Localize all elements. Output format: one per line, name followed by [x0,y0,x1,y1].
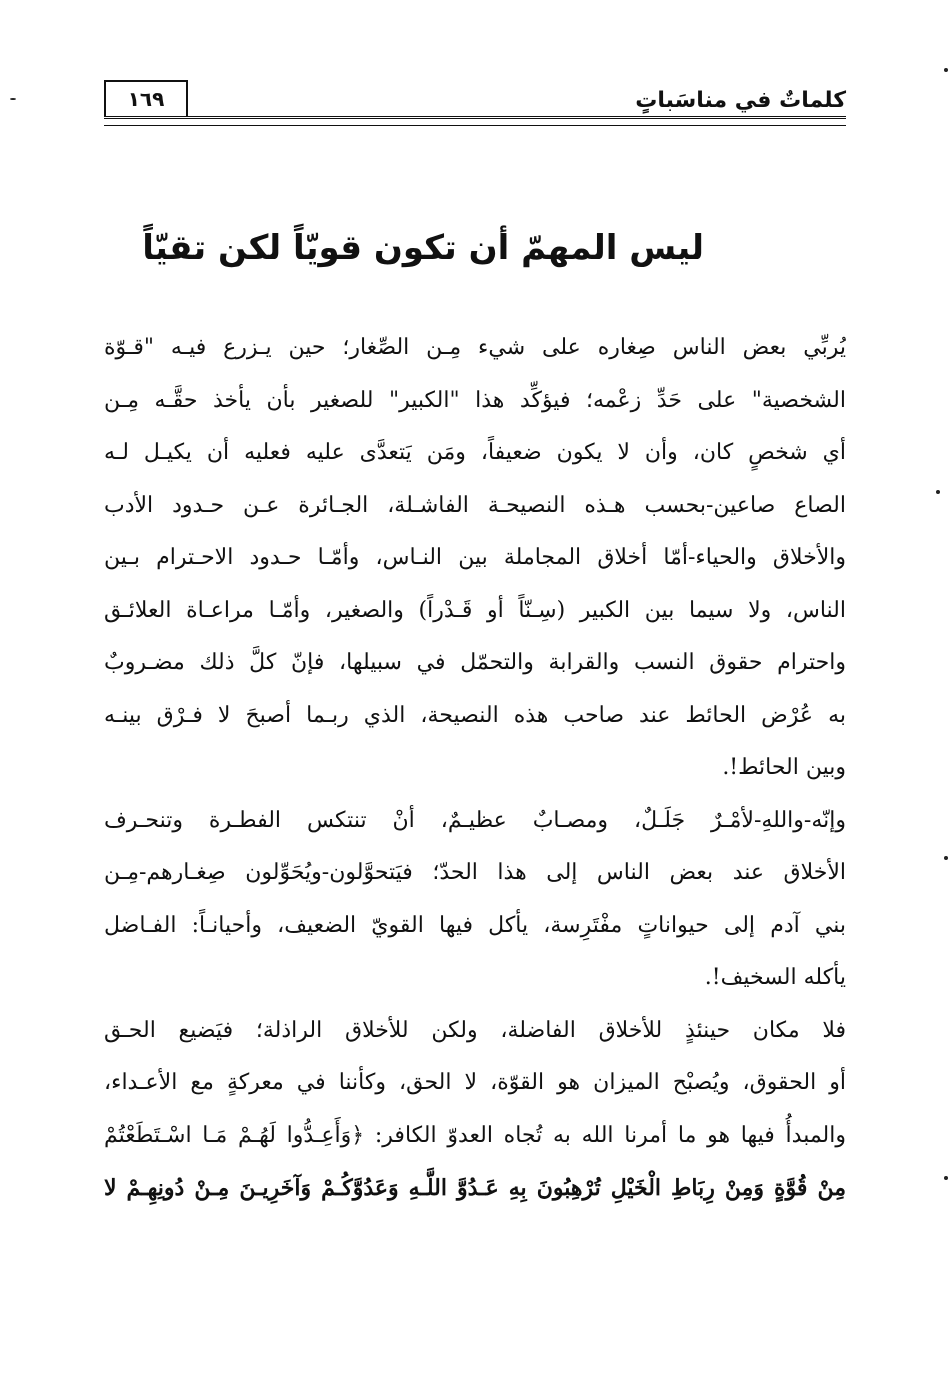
header-rule [104,116,846,126]
running-header [104,74,846,126]
text-line: الأخلاق عند بعض الناس إلى هذا الحدّ؛ فيَتحوَّلون-ويُحَوِّلون صِغـارهم-مِـن [104,860,846,885]
text-line: به عُرْض الحائط عند صاحب هذه النصيحة، الذي ربـما أصبحَ لا فـرْق بينـه [104,702,846,728]
text-line: وبين الحائط!. [722,755,846,780]
chapter-title: ليس المهمّ أن تكون قويّاً لكن تقيّاً [142,228,704,268]
scan-speck [10,98,16,100]
scan-speck [944,856,948,860]
text-line: وإنّه-واللهِ-لأمْـرٌ جَلَـلٌ، ومصـابٌ عظيـمٌ، أنْ تنتكس الفطـرة وتنحـرف [104,807,846,833]
text-line: يأكله السخيف!. [704,965,846,990]
text-line: واحترام حقوق النسب والقرابة والتحمّل في سبيلها، فإنّ كلَّ ذلك مضـروبٌ [104,650,846,675]
text-line: الصاع صاعين-بحسب هـذه النصيحـة الفاشـلة، الجـائرة عـن حـدود الأدب [104,492,846,518]
text-line: يُربِّي بعض الناس صِغاره على شيء مِـن الصِّغار؛ حين يـزرع فيـه "قـوّة [104,335,846,360]
quran-verse-line: مِنْ قُوَّةٍ وَمِنْ رِبَاطِ الْخَيْلِ تُرْهِبُونَ بِهِ عَـدُوَّ اللَّـهِ وَعَدُوَّكُـمْ وَآخَرِيـنَ مِـنْ دُونِهِـمْ لا [104,1175,846,1201]
body-text [104,322,846,1215]
text-line: أو الحقوق، ويُصبْح الميزان هو القوّة، لا الحق، وكأننا في معركةٍ مع الأعـداء، [104,1070,846,1095]
scan-speck [944,68,948,72]
scan-speck [936,490,940,494]
page-number: ١٦٩ [104,80,188,116]
text-line: الشخصية" على حَدِّ زعْمه؛ فيؤكِّد هذا "الكبير" للصغير بأن يأخذ حقَّـه مِـن [104,387,846,413]
text-line: والأخلاق والحياء-أمّا أخلاق المجاملة بين النـاس، وأمّـا حـدود الاحـترام بـين [104,545,846,570]
text-line: أي شخصٍ كان، وأن لا يكون ضعيفاً، ومَن يَتعدَّى عليه فعليه أن يكيـل لـه [104,440,846,465]
text-line: بني آدم إلى حيواناتٍ مفْتَرِسة، يأكل فيها القويّ الضعيف، وأحيانـاً: الفـاضل [104,912,846,938]
book-title: كلماتٌ في مناسَباتٍ [635,88,846,113]
text-line: فلا مكان حينئذٍ للأخلاق الفاضلة، ولكن للأخلاق الراذلة؛ فيَضيع الحـق [104,1017,846,1043]
text-line: الناس، ولا سيما بين الكبير (سِـنّاً أو قَـدْراً) والصغير، وأمّـا مراعـاة العلائـق [104,597,846,623]
text-line: والمبدأُ فيها هو ما أمرنا الله به تُجاه العدوّ الكافر: ﴿وَأَعِـدُّوا لَهُـمْ مَـا اسْـتَطَعْتُمْ [104,1122,846,1148]
scan-speck [944,1176,948,1180]
